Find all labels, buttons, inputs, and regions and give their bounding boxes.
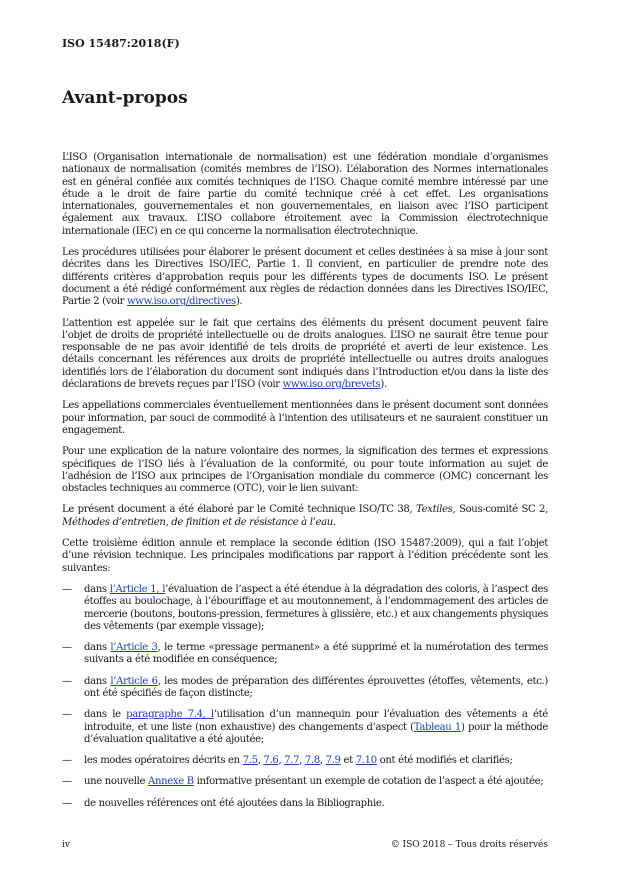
paragraph [62,152,548,238]
text-run: ’utilisation d’un mannequin pour l’évaluation des vêtements a été introduite, et une liste (non exhaustive) des changements d’aspect ( [84,709,548,733]
changes-list [62,584,548,810]
cross-reference-link[interactable]: www.iso.org/directives [127,296,236,308]
list-dash: — [62,776,72,788]
cross-reference-link[interactable]: l’Article 3 [110,642,158,654]
text-run: , [257,755,264,767]
text-run: informative présentant un exemple de cotation de l’aspect a été ajoutée; [193,776,544,788]
list-dash: — [62,755,72,767]
cross-reference-link[interactable]: l’Article 6 [110,675,158,687]
list-dash: — [62,675,72,687]
italic-text: Méthodes d’entretien, de finition et de résistance à l’eau [62,516,333,528]
cross-reference-link[interactable]: 7.10 [355,755,377,767]
text-run: , Sous-comité SC 2, [452,504,548,516]
text-run: Les procédures utilisées pour élaborer le présent document et celles destinées à sa mise à jour sont décrites dans les Directives ISO/IEC, Partie 1. Il convient, en particulier de prendre note des différents critères d’approbation requis pour les différents types de documents ISO. Le présent document a été rédigé conformément aux règles de rédaction données dans les Directives ISO/IEC, Partie 2 (voir [62,247,548,308]
list-item [62,776,548,788]
text-run: . [332,516,336,528]
list-item-text [84,642,548,667]
text-run: ). [380,379,387,391]
document-id-header: ISO 15487:2018(F) [62,37,180,50]
cross-reference-link[interactable]: 7.9 [325,755,341,767]
cross-reference-link[interactable]: Tableau 1 [413,721,461,733]
text-run: ). [235,296,243,308]
copyright-notice: © ISO 2018 – Tous droits réservés [390,840,548,850]
list-item [62,676,548,701]
text-run: Le présent document a été élaboré par le Comité technique ISO/TC 38, [62,504,417,516]
paragraph [62,504,548,529]
list-item-text [84,676,548,701]
list-item-text [84,776,548,788]
text-run: dans [84,583,110,595]
paragraph [62,446,548,495]
text-run: dans [84,675,111,687]
cross-reference-link[interactable]: 7.7 [284,755,300,767]
list-item [62,642,548,667]
page-number: iv [62,840,70,850]
foreword-paragraphs [62,152,548,575]
text-run: Les appellations commerciales éventuellement mentionnées dans le présent document sont données pour information, par souci de commodité à l’intention des utilisateurs et ne sauraient constituer un engagement. [62,400,548,436]
list-item [62,755,548,767]
list-dash: — [62,709,72,721]
text-run: Cette troisième édition annule et remplace la seconde édition (ISO 15487:2009), qui a fait l’objet d’une révision technique. Les principales modifications par rapport à l’édition précédente sont les suivantes: [62,538,548,574]
text-run: , [278,755,285,767]
text-run: et [340,755,356,767]
list-item-text [84,709,548,746]
list-item-text [84,755,548,767]
text-run: Pour une explication de la nature volontaire des normes, la signification des termes et expressions spécifiques de l’ISO liés à l’évaluation de la conformité, ou pour toute information au sujet de l’adhésion de l’ISO aux principes de l’Organisation mondiale du commerce (OMC) concernant les obstacles techniques au commerce (OTC), voir le lien suivant: [62,446,548,495]
paragraph [62,400,548,437]
page-title: Avant-propos [62,88,188,108]
cross-reference-link[interactable]: Annexe B [148,776,194,788]
text-run: de nouvelles références ont été ajoutées dans la Bibliographie. [84,797,385,809]
list-dash: — [62,583,72,595]
list-item-text [84,798,548,810]
text-run: dans [84,642,111,654]
list-item [62,584,548,633]
paragraph [62,538,548,575]
list-item-text [84,584,548,633]
text-run: les modes opératoires décrits en [84,755,243,767]
list-dash: — [62,797,72,809]
text-run: ) pour la méthode d’évaluation qualitative a été ajoutée; [84,721,548,745]
cross-reference-link[interactable]: www.iso.org/brevets [282,379,381,391]
cross-reference-link[interactable]: 7.5 [242,755,258,767]
document-body [62,152,548,819]
list-dash: — [62,642,72,654]
italic-text: Textiles [416,504,453,516]
text-run: , le terme «pressage permanent» a été supprimé et la numérotation des termes suivants a été modifiée en conséquence; [84,642,548,666]
text-run: dans le [84,709,127,721]
list-item [62,798,548,810]
text-run: L’attention est appelée sur le fait que certains des éléments du présent document peuvent faire l’objet de droits de propriété intellectuelle ou de droits analogues. L’ISO ne saurait être tenue pour responsable de ne pas avoir identifié de tels droits de propriété et averti de leur existence. Les détails concernant les références aux droits de propriété intellectuelle ou autres droits analogues identifiés lors de l’élaboration du document sont indiqués dans l’Introduction et/ou dans la liste des déclarations de brevets reçues par l’ISO (voir [62,317,548,391]
paragraph [62,247,548,308]
text-run: , [299,755,305,767]
text-run: , [319,755,326,767]
text-run: ’évaluation de l’aspect a été étendue à la dégradation des coloris, à l’aspect des étoffes au boulochage, à l’ébouriffage et au moutonnement, à l’endommagement des articles de mercerie (boutons, boutons-pression, fermetures à glissière, etc.) et aux changements physiques des vêtements (par exemple vissage); [84,583,548,632]
text-run: une nouvelle [84,776,149,788]
cross-reference-link[interactable]: 7.8 [304,755,320,767]
cross-reference-link[interactable]: 7.6 [263,755,279,767]
text-run: , les modes de préparation des différentes éprouvettes (étoffes, vêtements, etc.) ont été spécifiés de façon distincte; [84,675,548,699]
list-item [62,709,548,746]
paragraph [62,318,548,392]
text-run: ont été modifiés et clarifiés; [376,755,513,767]
text-run: L’ISO (Organisation internationale de normalisation) est une fédération mondiale d’organismes nationaux de normalisation (comités membres de l’ISO). L’élaboration des Normes internationales est en général confiée aux comités techniques de l’ISO. Chaque comité membre intéressé par une étude a le droit de faire partie du comité technique créé à cet effet. Les organisations internationales, gouvernementales et non gouvernementales, en liaison avec l’ISO participent également aux travaux. L’ISO collabore étroitement avec la Commission électrotechnique internationale (IEC) en ce qui concerne la normalisation électrotechnique. [62,152,548,237]
cross-reference-link[interactable]: l’Article 1, l [109,583,166,595]
cross-reference-link[interactable]: paragraphe 7.4, l [126,709,214,721]
